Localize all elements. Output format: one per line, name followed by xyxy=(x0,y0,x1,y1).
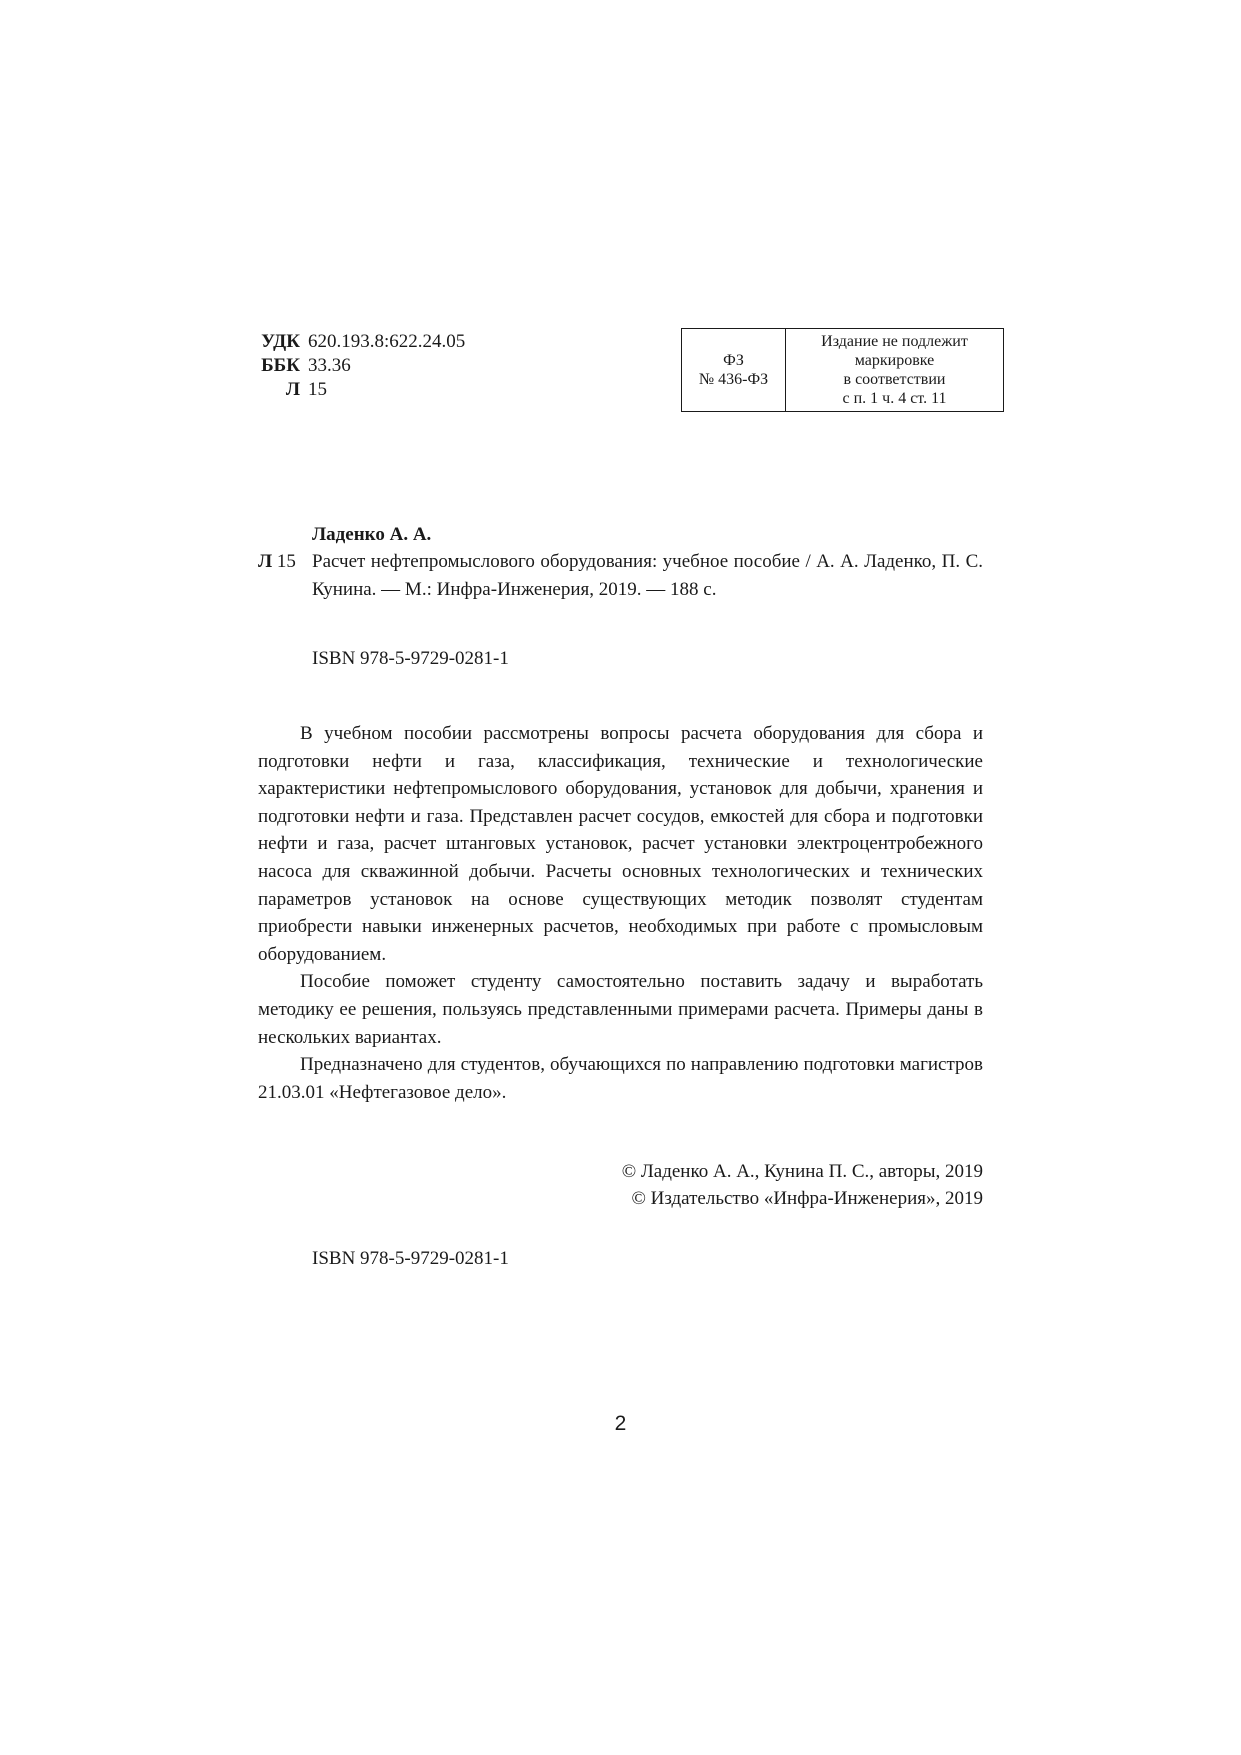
udk-label: УДК xyxy=(261,331,300,352)
biblio-description: Расчет нефтепромыслового оборудования: учебное пособие / А. А. Ладенко, П. С. Кунина. — М.: Инфра-Инженерия, 2019. — 188 с. xyxy=(312,551,983,600)
page-number: 2 xyxy=(614,1412,627,1435)
fz-note-line-1: Издание не подлежит xyxy=(821,333,968,350)
fz-note-cell xyxy=(786,329,1003,411)
fz-note-line-3: в соответствии xyxy=(843,371,946,388)
classification-block xyxy=(258,330,465,402)
fz-note-line-2: маркировке xyxy=(854,352,935,369)
fz-label-box xyxy=(681,328,1004,412)
bbk-row xyxy=(258,354,465,378)
biblio-author-mark xyxy=(258,548,312,604)
abstract-paragraph: Пособие поможет студенту самостоятельно поставить задачу и выработать методику ее решения, пользуясь представленными примерами расчета. Примеры даны в нескольких вариантах. xyxy=(258,971,983,1048)
udk-value: 620.193.8:622.24.05 xyxy=(308,331,466,352)
author-mark-label: Л xyxy=(285,379,300,400)
bibliographic-record xyxy=(258,548,983,604)
author-mark-row xyxy=(258,378,465,402)
fz-note-line-4: с п. 1 ч. 4 ст. 11 xyxy=(842,390,947,407)
fz-law-cell xyxy=(682,329,786,411)
udk-row xyxy=(258,330,465,354)
copyright-block xyxy=(622,1158,983,1212)
isbn-top: ISBN 978-5-9729-0281-1 xyxy=(312,648,509,669)
isbn-bottom: ISBN 978-5-9729-0281-1 xyxy=(312,1248,509,1269)
copyright-publisher: © Издательство «Инфра-Инженерия», 2019 xyxy=(631,1188,983,1209)
abstract-paragraph: Предназначено для студентов, обучающихся по направлению подготовки магистров 21.03.01 «Нефтегазовое дело». xyxy=(258,1054,983,1103)
author-heading: Ладенко А. А. xyxy=(312,524,432,545)
copyright-authors: © Ладенко А. А., Кунина П. С., авторы, 2019 xyxy=(621,1161,983,1182)
bbk-value: 33.36 xyxy=(308,355,351,376)
fz-law-line-2: № 436-ФЗ xyxy=(698,371,769,388)
abstract-paragraph: В учебном пособии рассмотрены вопросы расчета оборудования для сбора и подготовки нефти и газа, классификация, технические и технологические характеристики нефтепромыслового оборудования, установок для добычи, хранения и подготовки нефти и газа. Представлен расчет сосудов, емкостей для сбора и подготовки нефти и газа, расчет штанговых установок, расчет установки электроцентробежного насоса для скважинной добычи. Расчеты основных технологических и технических параметров установок на основе существующих методик позволят студентам приобрести навыки инженерных расчетов, необходимых при работе с промысловым оборудованием. xyxy=(258,723,983,965)
biblio-key-letter: Л xyxy=(258,551,273,572)
abstract xyxy=(258,720,983,1106)
author-mark-value: 15 xyxy=(308,379,327,400)
bbk-label: ББК xyxy=(261,355,300,376)
fz-law-line-1: ФЗ xyxy=(723,352,744,369)
biblio-key-number: 15 xyxy=(272,551,296,572)
